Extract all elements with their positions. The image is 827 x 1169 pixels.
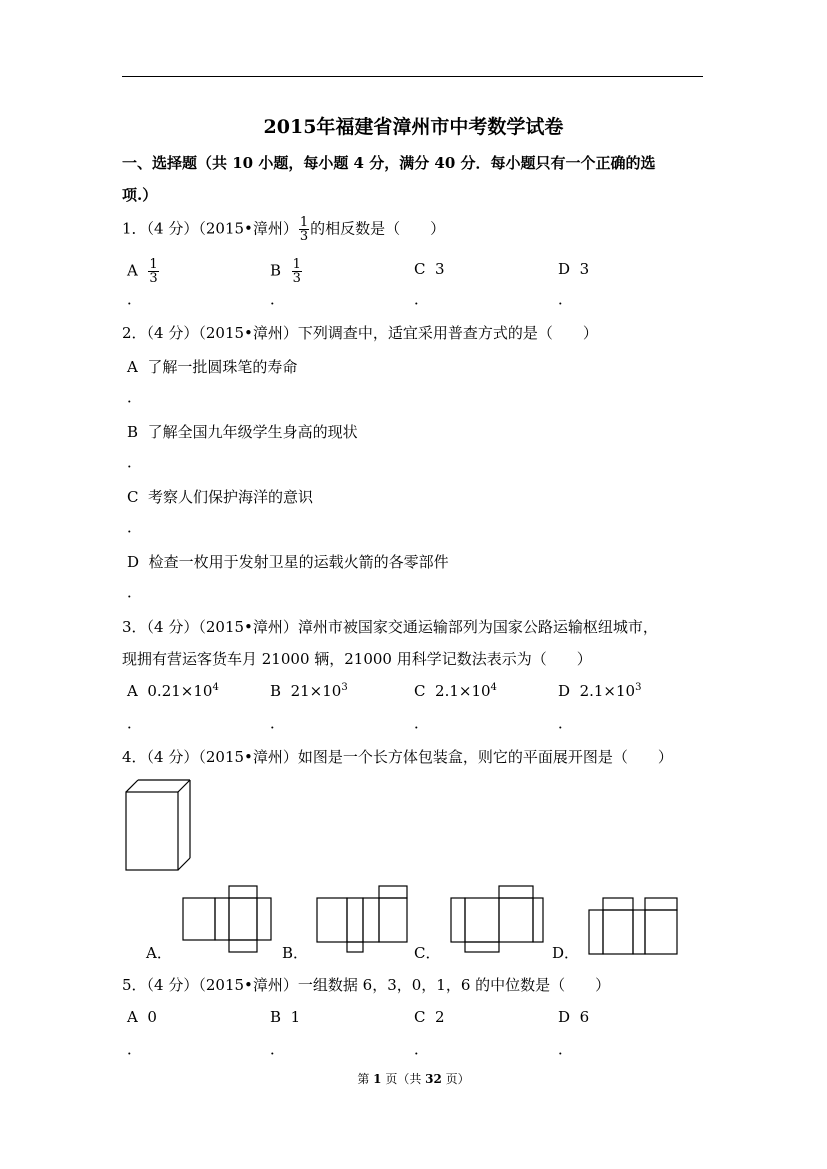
box-figure bbox=[120, 778, 200, 874]
q4-option-c-label[interactable]: C． bbox=[414, 944, 441, 962]
option-dot: ． bbox=[270, 290, 286, 308]
q2-option-c[interactable]: C 考察人们保护海洋的意识 bbox=[127, 488, 314, 506]
option-dot: ． bbox=[414, 290, 430, 308]
option-dot: ． bbox=[127, 518, 143, 536]
q3-option-d[interactable]: D $2.1\times 10^3$ bbox=[558, 682, 642, 700]
q2-option-a[interactable]: A 了解一批圆珠笔的寿命 bbox=[127, 358, 298, 376]
option-dot: ． bbox=[127, 583, 143, 601]
question-2: 2．（4 分）（2015•漳州）下列调查中，适宜采用普查方式的是（ ） bbox=[122, 324, 598, 342]
option-dot: ． bbox=[127, 714, 143, 732]
q5-option-d[interactable]: D 6 bbox=[558, 1008, 590, 1026]
q5-option-b[interactable]: B 1 bbox=[270, 1008, 301, 1026]
option-dot: ． bbox=[558, 714, 574, 732]
q1-option-a[interactable]: A $\frac{1}{3}$ bbox=[127, 257, 158, 286]
page-footer: 第 1 页（共 32 页） bbox=[357, 1072, 470, 1086]
q1-option-d[interactable]: D 3 bbox=[558, 260, 590, 278]
option-dot: ． bbox=[414, 1040, 430, 1058]
question-3-line2: 现拥有营运客货车月 21000 辆，21000 用科学记数法表示为（ ） bbox=[122, 650, 592, 668]
section-heading-cont: 项.） bbox=[122, 186, 158, 204]
header-rule bbox=[122, 76, 703, 77]
question-1: 1．（4 分）（2015•漳州） $\frac{1}{3}$ 的相反数是（ ） bbox=[122, 215, 446, 244]
question-3-line1: 3．（4 分）（2015•漳州）漳州市被国家交通运输部列为国家公路运输枢纽城市， bbox=[122, 618, 658, 636]
option-dot: ． bbox=[558, 1040, 574, 1058]
q4-option-b-label[interactable]: B． bbox=[282, 944, 309, 962]
question-5: 5．（4 分）（2015•漳州）一组数据 6，3，0，1，6 的中位数是（ ） bbox=[122, 976, 611, 994]
page-total: 32 bbox=[425, 1072, 442, 1086]
q5-option-a[interactable]: A 0 bbox=[127, 1008, 157, 1026]
net-option-b[interactable] bbox=[314, 884, 412, 956]
section-heading: 一、选择题（共 10 小题，每小题 4 分，满分 40 分．每小题只有一个正确的选 bbox=[122, 154, 656, 172]
option-dot: ． bbox=[127, 1040, 143, 1058]
q2-option-b[interactable]: B 了解全国九年级学生身高的现状 bbox=[127, 423, 358, 441]
option-dot: ． bbox=[127, 388, 143, 406]
q5-option-c[interactable]: C 2 bbox=[414, 1008, 445, 1026]
option-dot: ． bbox=[270, 1040, 286, 1058]
q3-option-a[interactable]: A $0.21\times 10^4$ bbox=[127, 682, 219, 700]
net-option-a[interactable] bbox=[180, 884, 276, 956]
fraction: $\frac{1}{3}$ bbox=[299, 215, 309, 244]
q4-option-a-label[interactable]: A． bbox=[146, 944, 172, 962]
net-option-d[interactable] bbox=[586, 888, 682, 958]
page-number: 1 bbox=[373, 1072, 382, 1086]
question-4: 4．（4 分）（2015•漳州）如图是一个长方体包装盒，则它的平面展开图是（ ） bbox=[122, 748, 673, 766]
option-dot: ． bbox=[127, 290, 143, 308]
q2-option-d[interactable]: D 检查一枚用于发射卫星的运载火箭的各零部件 bbox=[127, 553, 449, 571]
q4-option-d-label[interactable]: D． bbox=[552, 944, 580, 962]
q3-option-b[interactable]: B $21\times 10^3$ bbox=[270, 682, 348, 700]
q1-option-c[interactable]: C 3 bbox=[414, 260, 445, 278]
option-dot: ． bbox=[558, 290, 574, 308]
q3-option-c[interactable]: C $2.1\times 10^4$ bbox=[414, 682, 497, 700]
q1-option-b[interactable]: B $\frac{1}{3}$ bbox=[270, 257, 301, 286]
option-dot: ． bbox=[414, 714, 430, 732]
page-title: 2015年福建省漳州市中考数学试卷 bbox=[263, 116, 564, 138]
net-option-c[interactable] bbox=[448, 884, 548, 956]
option-dot: ． bbox=[127, 453, 143, 471]
option-dot: ． bbox=[270, 714, 286, 732]
